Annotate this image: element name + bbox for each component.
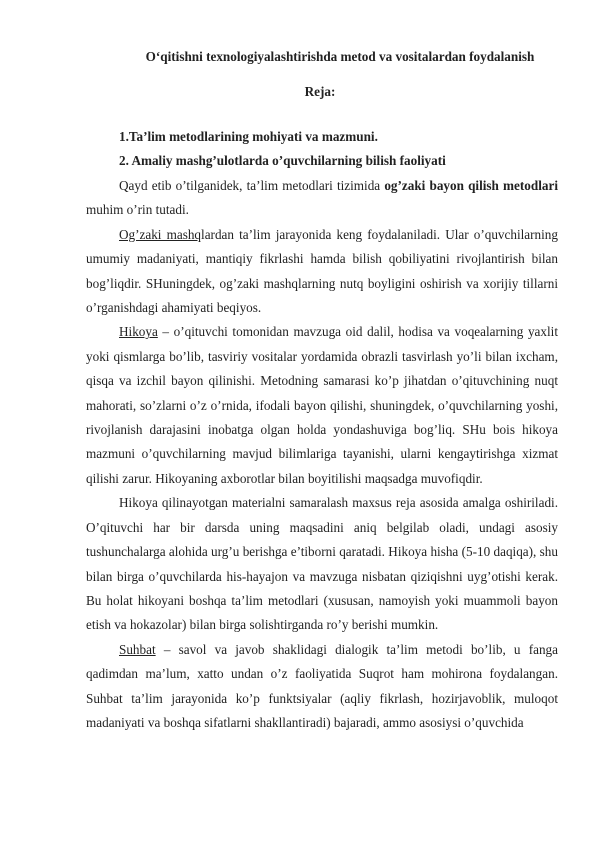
document-title: O‘qitishni texnologiyalashtirishda metod va vositalardan foydalanish xyxy=(145,49,535,64)
underlined-term: Og’zaki mashq xyxy=(119,226,202,242)
paragraph-text: – o’qituvchi tomonidan mavzuga oid dalil, hodisa va voqealarning yaxlit yoki qismlarga bo’lib, tasviriy vositalar yordamida obrazli tasvirlash yo’li bilan ixcham, qisqa va izchil bayon qilinishi. Metodning samarasi ko’p jihatdan o’qituvchining nuqt mahorati, so’zlarni o’z o’rnida, ifodali bayon qilishi, shuningdek, o’quvchilarning yoshi, rivojlanish darajasini inobatga olgan holda yondashuviga bog’liq. SHu bois hikoya mazmuni o’quvchilarning mavjud bilimlariga tayanishi, ularni kengaytirishga xizmat qilishi zarur. Hikoyaning axborotlar bilan boyitilishi maqsadga muvofiqdir. xyxy=(86,324,558,486)
underlined-term: Hikoya xyxy=(119,324,158,340)
document-body xyxy=(86,174,558,735)
bold-term: og’zaki bayon qilish metodlari xyxy=(384,178,558,193)
paragraph-story xyxy=(86,320,558,491)
paragraph-text: – savol va javob shaklidagi dialogik ta’lim metodi bo’lib, u fanga qadimdan ma’lum, xatto undan o’z faoliyatida Suqrot ham mohirona foydalangan. Suhbat ta’lim jarayonida ko’p funktsiyalar (aqliy fikrlash, hozirjavoblik, muloqot madaniyati va boshqa sifatlarni shakllantiradi) bajaradi, ammo asosiysi o’quvchida xyxy=(86,641,558,730)
paragraph-oral-methods xyxy=(86,174,558,223)
plan-item-1: 1.Ta’lim metodlarining mohiyati va mazmuni. xyxy=(119,129,378,144)
paragraph-conversation xyxy=(86,638,558,736)
paragraph-text: lardan ta’lim jarayonida keng foydalaniladi. Ular o’quvchilarning umumiy madaniyati, mantiqiy fikrlashi hamda bilish qobiliyatini rivojlantirish bilan bog’liqdir. SHuningdek, og’zaki mashqlarning nutq boyligini oshirish va xorijiy tillarni o’rganishdagi ahamiyati beqiyos. xyxy=(86,226,558,316)
paragraph-oral-exercises xyxy=(86,223,558,321)
paragraph-story-plan: Hikoya qilinayotgan materialni samaralash maxsus reja asosida amalga oshiriladi. O’qituvchi har bir darsda uning maqsadini aniq belgilab oladi, undagi asosiy tushunchalarga alohida urg’u berishga e’tiborni qaratadi. Hikoya hisha (5-10 daqiqa), shu bilan birga o’quvchilarda his-hayajon va mavzuga nisbatan qiziqishni uyg’otishi kerak. Bu holat hikoyani boshqa ta’lim metodlari (xususan, namoyish yoki muammoli bayon etish va hokazolar) bilan birga solishtirganda ro’y berishi mumkin. xyxy=(86,495,558,633)
paragraph-text: Qayd etib o’tilganidek, ta’lim metodlari tizimida xyxy=(119,178,385,193)
plan-item-2: 2. Amaliy mashg’ulotlarda o’quvchilarning bilish faoliyati xyxy=(119,153,446,168)
paragraph-text: muhim o’rin tutadi. xyxy=(86,202,189,218)
plan-heading: Reja: xyxy=(304,84,336,99)
underlined-term: Suhbat xyxy=(119,641,156,657)
